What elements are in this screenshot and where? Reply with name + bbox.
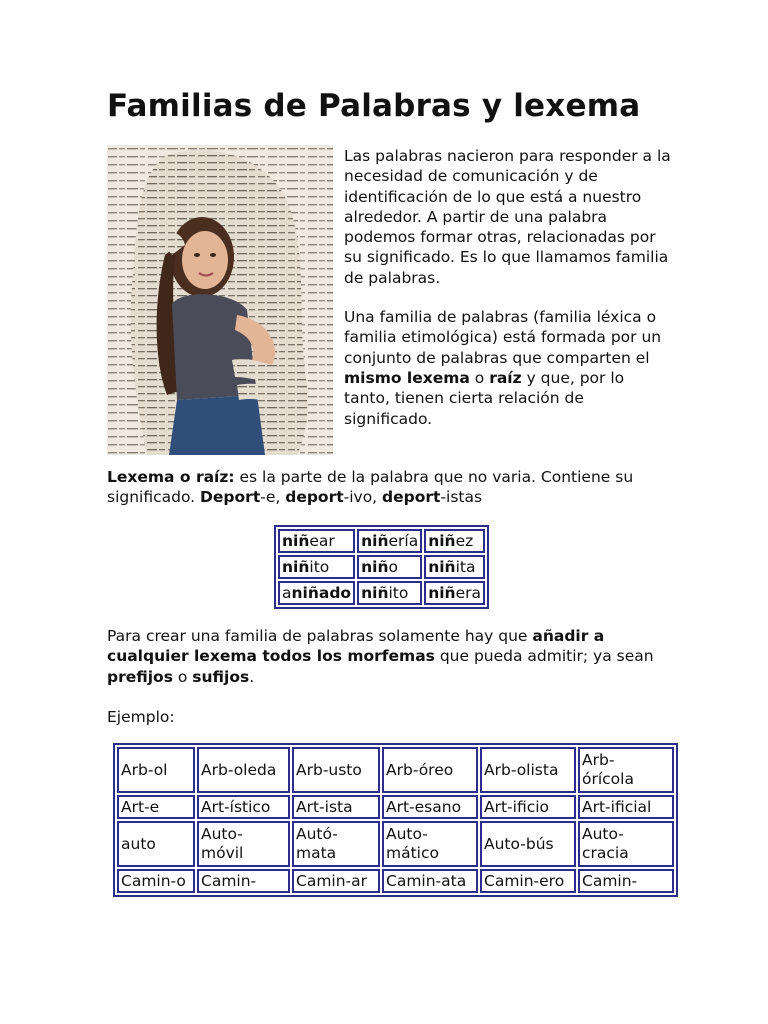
table-row [278, 581, 485, 605]
intro-text [344, 146, 674, 448]
table-cell: auto [117, 821, 195, 867]
table-cell: Art-e [117, 795, 195, 819]
table-cell: Autó- mata [292, 821, 380, 867]
table-cell: Art-esano [382, 795, 478, 819]
table-cell: Camin- [197, 869, 290, 893]
example-table [113, 743, 678, 897]
table-cell: Art-ificio [480, 795, 576, 819]
table-cell: Camin- [578, 869, 674, 893]
table-cell: niño [357, 555, 422, 579]
nino-family-table [274, 525, 489, 609]
table-cell: Arb-óreo [382, 747, 478, 793]
table-cell: niñera [424, 581, 485, 605]
table-cell: niñito [357, 581, 422, 605]
girl-hugging-words-image [107, 145, 333, 455]
intro-paragraph-2: Una familia de palabras (familia léxica o familia etimológica) está formada por un conjunto de palabras que comparten el mismo lexema o raíz y que, por lo tanto, tienen cierta relación de significado. [344, 308, 662, 428]
table-cell: Arb-usto [292, 747, 380, 793]
crear-paragraph: Para crear una familia de palabras solamente hay que añadir a cualquier lexema todos los morfemas que pueda admitir; ya sean prefijos o sufijos. [107, 627, 654, 686]
table-cell: Auto- cracia [578, 821, 674, 867]
illustration-svg [107, 145, 333, 455]
table-cell: Auto-bús [480, 821, 576, 867]
table-row [117, 747, 674, 793]
table-cell: Arb-oleda [197, 747, 290, 793]
table-cell: Arb-olista [480, 747, 576, 793]
table-row [117, 869, 674, 893]
table-cell: Camin-ar [292, 869, 380, 893]
ejemplo-label: Ejemplo: [107, 708, 175, 726]
table-row [117, 795, 674, 819]
page-title: Familias de Palabras y lexema [107, 88, 641, 124]
table-cell: Art-ificial [578, 795, 674, 819]
table-cell: Arb- órícola [578, 747, 674, 793]
table-cell: niñez [424, 529, 485, 553]
table-cell: Auto- mático [382, 821, 478, 867]
table-cell: Camin-ata [382, 869, 478, 893]
table-cell: niñito [278, 555, 355, 579]
table-cell: aniñado [278, 581, 355, 605]
table-cell: Arb-ol [117, 747, 195, 793]
table-cell: Auto- móvil [197, 821, 290, 867]
table-cell: Art-ístico [197, 795, 290, 819]
table-cell: niñería [357, 529, 422, 553]
table-row [278, 555, 485, 579]
table-cell: niñita [424, 555, 485, 579]
table-cell: Camin-o [117, 869, 195, 893]
table-row [278, 529, 485, 553]
lexema-definition: Lexema o raíz: es la parte de la palabra que no varia. Contiene su significado. Deport-e, deport-ivo, deport-istas [107, 468, 634, 507]
table-cell: niñear [278, 529, 355, 553]
intro-paragraph-1: Las palabras nacieron para responder a la necesidad de comunicación y de identificación de lo que está a nuestro alrededor. A partir de una palabra podemos formar otras, relacionadas por su significado. Es lo que llamamos familia de palabras. [344, 147, 671, 287]
table-row [117, 821, 674, 867]
table-cell: Art-ista [292, 795, 380, 819]
table-cell: Camin-ero [480, 869, 576, 893]
